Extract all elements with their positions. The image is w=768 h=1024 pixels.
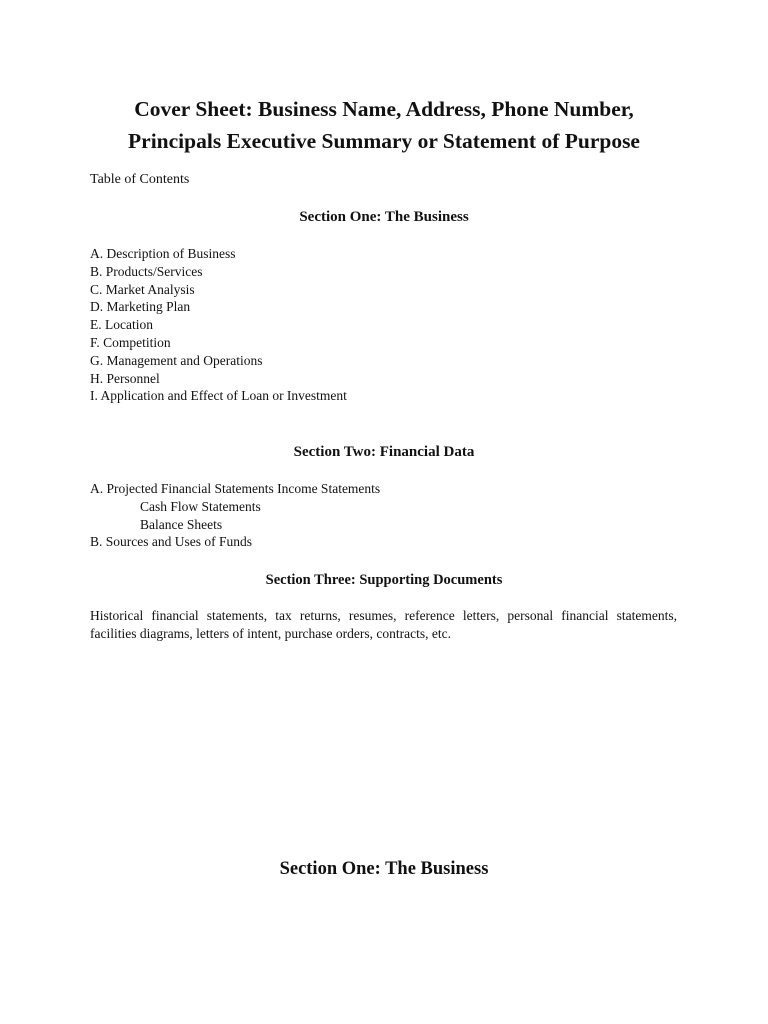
list-item: H. Personnel — [90, 370, 160, 386]
list-item: B. Sources and Uses of Funds — [90, 534, 252, 550]
list-item: G. Management and Operations — [90, 352, 263, 368]
section-two-list — [90, 480, 380, 551]
section-three-heading: Section Three: Supporting Documents — [265, 572, 503, 588]
list-item: Balance Sheets — [140, 516, 223, 532]
title-line-2: Principals Executive Summary or Statement of Purpose — [128, 129, 640, 153]
list-item: A. Projected Financial Statements Income Statements — [90, 481, 381, 496]
title-line-1: Cover Sheet: Business Name, Address, Phone Number, — [134, 97, 634, 121]
list-item: Cash Flow Statements — [140, 498, 261, 514]
section-one-list — [90, 245, 347, 405]
list-item: F. Competition — [90, 334, 171, 350]
supporting-documents-paragraph: Historical financial statements, tax returns, resumes, reference letters, personal financial statements, facilities diagrams, letters of intent, purchase orders, contracts, etc. — [90, 608, 677, 641]
list-item: B. Products/Services — [90, 263, 203, 279]
section-two-heading: Section Two: Financial Data — [293, 444, 475, 460]
list-item: I. Application and Effect of Loan or Investment — [90, 388, 347, 404]
section-one-heading: Section One: The Business — [299, 209, 469, 225]
next-page-section-heading: Section One: The Business — [279, 859, 489, 879]
list-item: E. Location — [90, 317, 153, 333]
list-item: C. Market Analysis — [90, 281, 195, 297]
table-of-contents-label: Table of Contents — [90, 172, 190, 187]
list-item: A. Description of Business — [90, 246, 236, 261]
list-item: D. Marketing Plan — [90, 299, 191, 315]
cover-sheet-title — [60, 93, 708, 157]
